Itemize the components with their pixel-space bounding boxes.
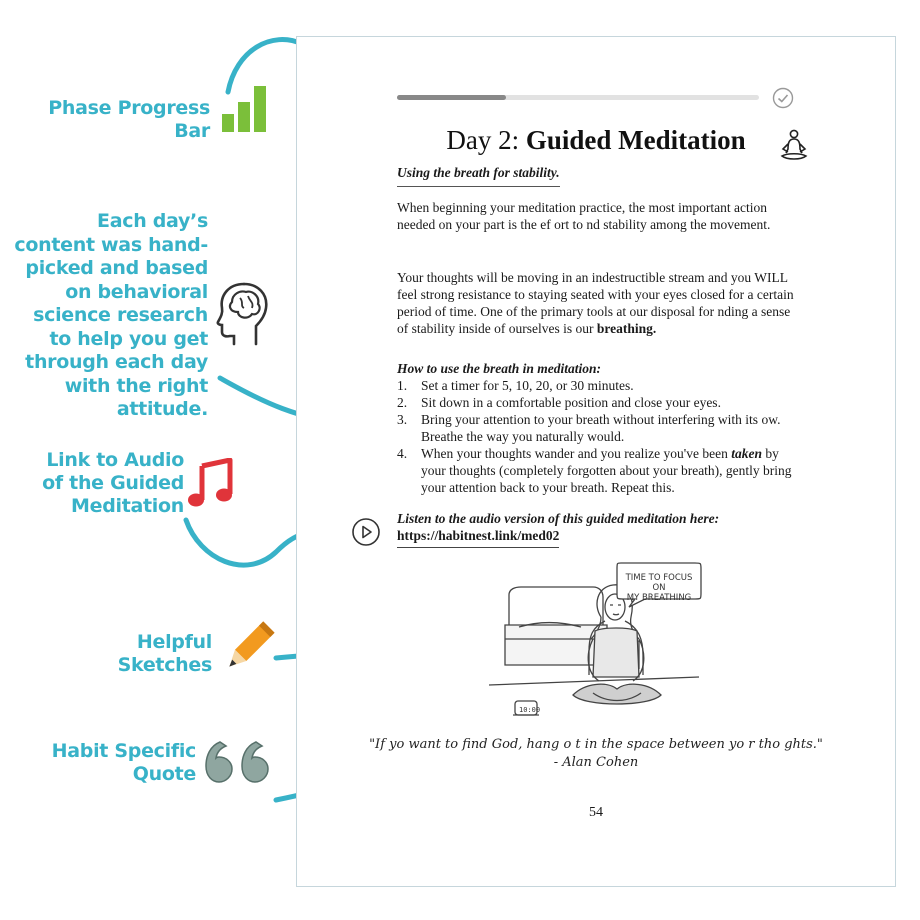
annotation-line: Bar bbox=[174, 120, 210, 142]
paragraph-intro: When beginning your meditation practice, the most important action needed on your part is the ef ort to nd stability among the movement. bbox=[397, 200, 771, 232]
audio-link[interactable]: https://habitnest.link/med02 bbox=[397, 528, 559, 548]
book-page bbox=[296, 36, 896, 887]
annotation-line: with the right bbox=[64, 374, 208, 397]
howto-heading: How to use the breath in meditation: bbox=[397, 361, 602, 376]
step-number: 1. bbox=[397, 378, 408, 393]
step-text: When your thoughts wander and you realize you've been bbox=[421, 446, 732, 461]
speech-bubble-text bbox=[619, 573, 699, 603]
annotation-line: Quote bbox=[132, 763, 196, 785]
phase-progress-bar bbox=[397, 95, 759, 100]
step-text: by your thoughts (completely forgotten about your breath), gently bring your attention back to your breath. Repeat this. bbox=[421, 446, 792, 495]
step-number: 2. bbox=[397, 395, 408, 410]
bubble-line: TIME TO FOCUS ON bbox=[625, 573, 693, 593]
paragraph-thoughts bbox=[397, 269, 797, 337]
annotation-line: on behavioral bbox=[65, 280, 208, 303]
annotation-line: Helpful bbox=[136, 631, 212, 653]
breathing-emphasis: breathing. bbox=[596, 321, 657, 336]
step-text: Sit down in a comfortable position and close your eyes. bbox=[421, 395, 721, 410]
listen-text: Listen to the audio version of this guided meditation here: bbox=[397, 511, 720, 526]
alarm-clock-display: 10:00 bbox=[519, 706, 541, 714]
annotation-line: science research bbox=[33, 304, 208, 326]
play-audio-icon[interactable] bbox=[351, 517, 381, 547]
annotation-line: Link to Audio bbox=[46, 449, 184, 471]
step-emphasis: taken bbox=[731, 446, 762, 461]
list-item bbox=[397, 394, 797, 411]
page-number: 54 bbox=[589, 805, 603, 820]
annotation-line: to help you get bbox=[49, 327, 208, 350]
step-text: Set a timer for 5, 10, 20, or 30 minutes. bbox=[421, 378, 634, 393]
step-text: Bring your attention to your breath without interfering with its ow. Breathe the way you naturally would. bbox=[421, 412, 781, 444]
list-item bbox=[397, 411, 797, 445]
habit-quote: "If yo want to find God, hang o t in the space between yo r tho ghts." bbox=[369, 737, 823, 752]
annotation-line: Meditation bbox=[71, 495, 184, 517]
meditation-icon bbox=[779, 129, 809, 163]
annotation-line: Sketches bbox=[117, 654, 212, 676]
list-item bbox=[397, 377, 797, 394]
annotation-line: content was hand- bbox=[14, 233, 208, 256]
quote-author: - Alan Cohen bbox=[553, 755, 639, 770]
annotation-line: through each day bbox=[25, 351, 208, 373]
annotation-line: Habit Specific bbox=[51, 740, 196, 762]
steps-list bbox=[397, 377, 797, 496]
annotation-line: attitude. bbox=[116, 398, 208, 420]
annotation-line: picked and based bbox=[25, 257, 208, 279]
paragraph-text: Your thoughts will be moving in an indestructible stream and you WILL feel strong resistance to staying seated with your eyes closed for a certain period of time. One of the primary tools at our disposal for nding a sense of stability inside of ourselves is our bbox=[397, 270, 794, 336]
list-item bbox=[397, 445, 797, 496]
bubble-line: MY BREATHING bbox=[626, 593, 692, 603]
title-prefix: Day 2: bbox=[446, 125, 526, 155]
phase-progress-fill bbox=[397, 95, 506, 100]
step-number: 3. bbox=[397, 412, 408, 427]
annotation-line: Each day’s bbox=[97, 210, 208, 232]
check-circle-icon[interactable] bbox=[772, 87, 794, 109]
annotation-line: of the Guided bbox=[42, 472, 184, 494]
page-subtitle: Using the breath for stability. bbox=[397, 165, 560, 187]
step-number: 4. bbox=[397, 446, 408, 461]
annotation-line: Phase Progress bbox=[48, 97, 210, 119]
title-main: Guided Meditation bbox=[525, 125, 746, 155]
